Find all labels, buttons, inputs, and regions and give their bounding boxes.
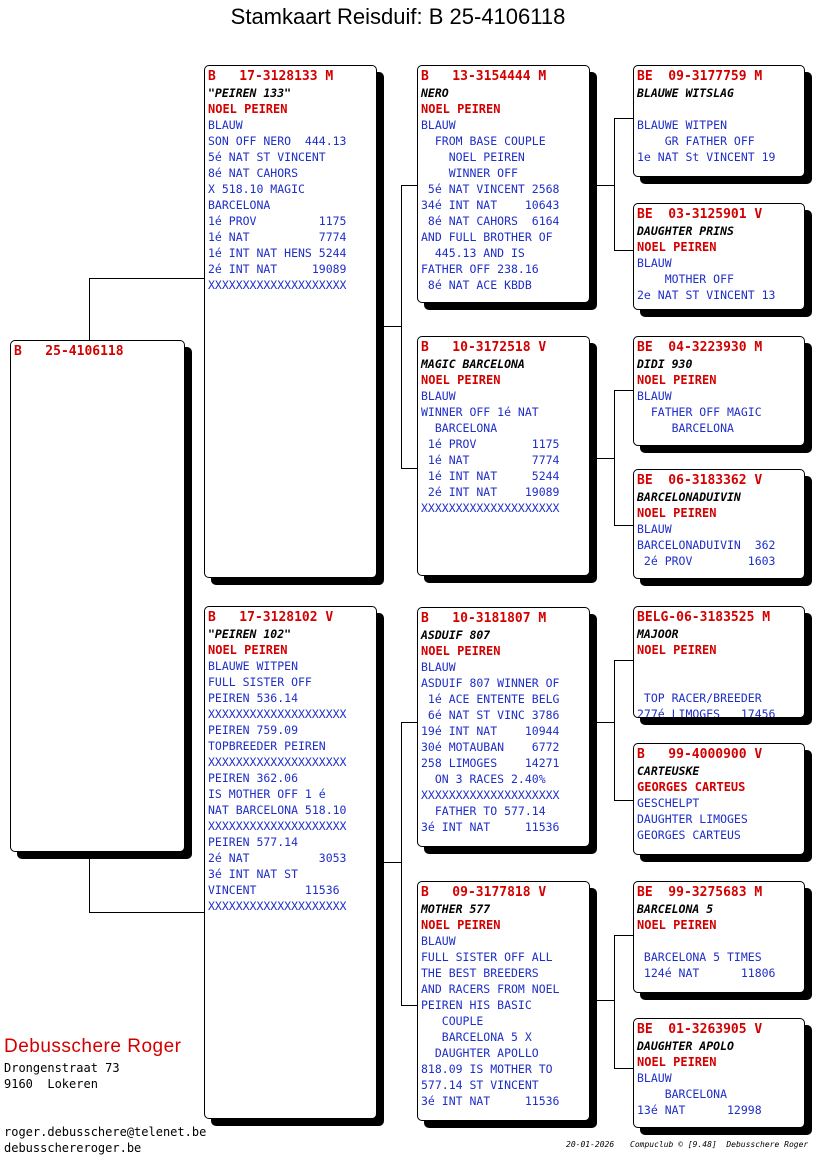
sire-dam-card[interactable] xyxy=(417,336,590,576)
sire-sire-card[interactable] xyxy=(417,65,590,303)
pigeon-name: DAUGHTER PRINS xyxy=(637,224,734,238)
connector xyxy=(614,390,615,525)
pedigree-line: 2é INT NAT 19089 xyxy=(421,485,560,499)
pigeon-name: MAGIC BARCELONA xyxy=(421,357,525,371)
pedigree-line: AND RACERS FROM NOEL xyxy=(421,982,560,996)
ring-number: BE 04-3223930 M xyxy=(637,340,763,355)
pedigree-line: ON 3 RACES 2.40% xyxy=(421,772,546,786)
breeder-name: NOEL PEIREN xyxy=(637,240,717,254)
dam-card[interactable] xyxy=(204,606,377,1119)
ring-number: B 25-4106118 xyxy=(14,344,124,359)
pedigree-line: XXXXXXXXXXXXXXXXXXXX xyxy=(208,278,347,292)
sire-sire-dam-card[interactable] xyxy=(633,203,805,310)
pedigree-line: SON OFF NERO 444.13 xyxy=(208,134,347,148)
dam-sire-dam-card[interactable] xyxy=(633,743,805,855)
pedigree-line: 2e NAT ST VINCENT 13 xyxy=(637,288,776,302)
pedigree-line: GR FATHER OFF xyxy=(637,134,755,148)
connector xyxy=(401,185,402,468)
ring-number: B 99-4000900 V xyxy=(637,747,763,762)
connector xyxy=(614,800,633,801)
pedigree-line: IS MOTHER OFF 1 é xyxy=(208,787,326,801)
ring-number: BE 03-3125901 V xyxy=(637,207,763,222)
pedigree-line: FATHER OFF 238.16 xyxy=(421,262,539,276)
pedigree-line: XXXXXXXXXXXXXXXXXXXX xyxy=(208,899,347,913)
pigeon-name: NERO xyxy=(421,86,449,100)
subject-card[interactable] xyxy=(10,340,185,852)
connector xyxy=(383,862,401,863)
pedigree-line: 8é NAT CAHORS xyxy=(208,166,299,180)
pedigree-line: BARCELONA 5 X xyxy=(421,1030,532,1044)
footer-program: Compuclub © [9.48] Debusschere Roger xyxy=(630,1140,809,1149)
pedigree-line: GEORGES CARTEUS xyxy=(637,828,741,842)
pedigree-line: WINNER OFF 1é NAT xyxy=(421,405,539,419)
sire-sire-sire-card[interactable] xyxy=(633,65,805,177)
pedigree-line: 1é PROV 1175 xyxy=(421,437,560,451)
pedigree-line: COUPLE xyxy=(421,1014,484,1028)
pedigree-line: 1é PROV 1175 xyxy=(208,214,347,228)
pedigree-line: FATHER OFF MAGIC xyxy=(637,405,762,419)
page-title: Stamkaart Reisduif: B 25-4106118 xyxy=(230,4,566,29)
pigeon-name: CARTEUSKE xyxy=(637,764,700,778)
breeder-name: NOEL PEIREN xyxy=(421,102,501,116)
breeder-name: NOEL PEIREN xyxy=(421,918,501,932)
pedigree-line: 818.09 IS MOTHER TO xyxy=(421,1062,553,1076)
breeder-name: NOEL PEIREN xyxy=(421,373,501,387)
pedigree-line: 30é MOTAUBAN 6772 xyxy=(421,740,560,754)
pedigree-line: PEIREN HIS BASIC xyxy=(421,998,532,1012)
pedigree-line: PEIREN 759.09 xyxy=(208,723,299,737)
owner-website[interactable]: debusschereroger.be xyxy=(4,1141,142,1155)
pedigree-line: 1e NAT St VINCENT 19 xyxy=(637,150,776,164)
sire-dam-sire-card[interactable] xyxy=(633,336,805,446)
pigeon-name: "PEIREN 102" xyxy=(208,627,292,641)
ring-number: B 17-3128133 M xyxy=(208,69,334,84)
pedigree-line: XXXXXXXXXXXXXXXXXXXX xyxy=(208,755,347,769)
pedigree-line: GESCHELPT xyxy=(637,796,700,810)
pedigree-line: 1é NAT 7774 xyxy=(208,230,347,244)
pedigree-line: 2é NAT 3053 xyxy=(208,851,347,865)
pedigree-line: NOEL PEIREN xyxy=(421,150,525,164)
pedigree-line: 3é INT NAT 11536 xyxy=(421,1094,560,1108)
pedigree-line: BLAUW xyxy=(421,660,456,674)
pedigree-line: PEIREN 362.06 xyxy=(208,771,299,785)
pedigree-line: XXXXXXXXXXXXXXXXXXXX xyxy=(208,819,347,833)
pigeon-name: DIDI 930 xyxy=(637,357,693,371)
dam-sire-card[interactable] xyxy=(417,607,590,847)
pigeon-name: DAUGHTER APOLO xyxy=(637,1039,734,1053)
pedigree-line: XXXXXXXXXXXXXXXXXXXX xyxy=(421,788,560,802)
pedigree-line: BLAUW xyxy=(421,934,456,948)
connector xyxy=(614,525,633,526)
pedigree-line: 8é NAT CAHORS 6164 xyxy=(421,214,560,228)
pedigree-line: BLAUW xyxy=(637,389,672,403)
ring-number: BE 06-3183362 V xyxy=(637,473,763,488)
ring-number: B 17-3128102 V xyxy=(208,610,334,625)
pedigree-line: 3é INT NAT 11536 xyxy=(421,820,560,834)
pigeon-name: BLAUWE WITSLAG xyxy=(637,86,734,100)
pedigree-line: 2é PROV 1603 xyxy=(637,554,776,568)
connector xyxy=(89,912,204,913)
ring-number: B 10-3181807 M xyxy=(421,611,547,626)
pedigree-line: 258 LIMOGES 14271 xyxy=(421,756,560,770)
pedigree-line: FULL SISTER OFF xyxy=(208,675,312,689)
connector xyxy=(89,278,204,279)
connector xyxy=(614,660,615,800)
breeder-name: GEORGES CARTEUS xyxy=(637,780,746,794)
connector xyxy=(596,1000,614,1001)
connector xyxy=(89,852,90,912)
pedigree-line: BLAUW xyxy=(637,256,672,270)
ring-number: BELG-06-3183525 M xyxy=(637,610,771,625)
pedigree-line: PEIREN 536.14 xyxy=(208,691,299,705)
connector xyxy=(614,250,633,251)
breeder-name: NOEL PEIREN xyxy=(637,506,717,520)
pedigree-line: WINNER OFF xyxy=(421,166,518,180)
breeder-name: NOEL PEIREN xyxy=(637,373,717,387)
sire-dam-dam-card[interactable] xyxy=(633,469,805,579)
owner-name: Debusschere Roger xyxy=(4,1036,182,1057)
pedigree-line: TOP RACER/BREEDER xyxy=(637,691,762,705)
pedigree-line: 1é ACE ENTENTE BELG xyxy=(421,692,560,706)
pigeon-name: "PEIREN 133" xyxy=(208,86,292,100)
ring-number: B 10-3172518 V xyxy=(421,340,547,355)
owner-city: 9160 Lokeren xyxy=(4,1077,98,1091)
connector xyxy=(596,722,614,723)
connector xyxy=(596,458,614,459)
connector xyxy=(401,468,417,469)
pedigree-line: 2é INT NAT 19089 xyxy=(208,262,347,276)
sire-card[interactable] xyxy=(204,65,377,578)
pedigree-line: VINCENT 11536 xyxy=(208,883,340,897)
pedigree-line: TOPBREEDER PEIREN xyxy=(208,739,326,753)
connector xyxy=(614,935,633,936)
breeder-name: NOEL PEIREN xyxy=(208,643,288,657)
breeder-name: NOEL PEIREN xyxy=(637,918,717,932)
pedigree-line: BLAUWE WITPEN xyxy=(208,659,299,673)
pedigree-line xyxy=(637,658,804,674)
pedigree-line: 1é INT NAT HENS 5244 xyxy=(208,246,347,260)
dam-dam-card[interactable] xyxy=(417,881,590,1121)
connector xyxy=(401,722,402,1005)
connector xyxy=(89,278,90,340)
pedigree-line: DAUGHTER APOLLO xyxy=(421,1046,539,1060)
pigeon-name: BARCELONADUIVIN xyxy=(637,490,741,504)
pedigree-line: 6é NAT ST VINC 3786 xyxy=(421,708,560,722)
pedigree-line: 445.13 AND IS xyxy=(421,246,525,260)
pedigree-line: BARCELONA xyxy=(637,1087,728,1101)
pedigree-line: BARCELONA xyxy=(637,421,734,435)
connector xyxy=(614,660,633,661)
pedigree-line: XXXXXXXXXXXXXXXXXXXX xyxy=(208,707,347,721)
pedigree-line: BARCELONADUIVIN 362 xyxy=(637,538,776,552)
pedigree-line: XXXXXXXXXXXXXXXXXXXX xyxy=(421,501,560,515)
pedigree-line: BLAUW xyxy=(637,1071,672,1085)
ring-number: B 13-3154444 M xyxy=(421,69,547,84)
pedigree-line: 13é NAT 12998 xyxy=(637,1103,762,1117)
ring-number: BE 01-3263905 V xyxy=(637,1022,763,1037)
pedigree-line: MOTHER OFF xyxy=(637,272,734,286)
pedigree-line: BARCELONA xyxy=(208,198,271,212)
breeder-name: NOEL PEIREN xyxy=(637,1055,717,1069)
connector xyxy=(383,326,401,327)
connector xyxy=(401,1005,417,1006)
ring-number: BE 99-3275683 M xyxy=(637,885,763,900)
pedigree-line: BLAUW xyxy=(208,118,243,132)
connector xyxy=(596,185,614,186)
pigeon-name: MAJOOR xyxy=(637,627,679,641)
ring-number: B 09-3177818 V xyxy=(421,885,547,900)
connector xyxy=(614,390,633,391)
ring-number: BE 09-3177759 M xyxy=(637,69,763,84)
pedigree-line: 577.14 ST VINCENT xyxy=(421,1078,539,1092)
owner-street: Drongenstraat 73 xyxy=(4,1061,120,1075)
pedigree-line: DAUGHTER LIMOGES xyxy=(637,812,748,826)
pedigree-line: BLAUW xyxy=(421,389,456,403)
pedigree-line: FATHER TO 577.14 xyxy=(421,804,546,818)
breeder-name: NOEL PEIREN xyxy=(208,102,288,116)
dam-sire-sire-card[interactable] xyxy=(633,606,805,718)
pedigree-line: PEIREN 577.14 xyxy=(208,835,299,849)
connector xyxy=(401,185,417,186)
pedigree-line: FROM BASE COUPLE xyxy=(421,134,546,148)
pedigree-line: 1é INT NAT 5244 xyxy=(421,469,560,483)
connector xyxy=(401,722,417,723)
pedigree-line: 277é LIMOGES 17456 xyxy=(637,707,776,718)
pedigree-line: BLAUWE WITPEN xyxy=(637,118,728,132)
pigeon-name: MOTHER 577 xyxy=(421,902,491,916)
connector xyxy=(614,118,615,250)
pedigree-line: 1é NAT 7774 xyxy=(421,453,560,467)
pedigree-line: ASDUIF 807 WINNER OF xyxy=(421,676,560,690)
pedigree-line: 5é NAT ST VINCENT xyxy=(208,150,326,164)
connector xyxy=(614,935,615,1068)
pedigree-line xyxy=(637,101,804,117)
pedigree-line: BLAUW xyxy=(421,118,456,132)
connector xyxy=(614,118,633,119)
dam-dam-sire-card[interactable] xyxy=(633,881,805,993)
pedigree-line: BARCELONA xyxy=(421,421,498,435)
owner-email[interactable]: roger.debusschere@telenet.be xyxy=(4,1125,207,1139)
pedigree-line: 3é INT NAT ST xyxy=(208,867,299,881)
breeder-name: NOEL PEIREN xyxy=(637,643,717,657)
pedigree-line xyxy=(637,933,804,949)
connector xyxy=(614,1068,633,1069)
pedigree-line: BLAUW xyxy=(637,522,672,536)
pedigree-line: 8é NAT ACE KBDB xyxy=(421,278,532,292)
pedigree-line: 124é NAT 11806 xyxy=(637,966,776,980)
pigeon-name: ASDUIF 807 xyxy=(421,628,491,642)
pigeon-name: BARCELONA 5 xyxy=(637,902,714,916)
pedigree-line: 5é NAT VINCENT 2568 xyxy=(421,182,560,196)
footer-date: 20-01-2026 xyxy=(566,1140,615,1149)
breeder-name: NOEL PEIREN xyxy=(421,644,501,658)
pedigree-line: THE BEST BREEDERS xyxy=(421,966,539,980)
pedigree-line: NAT BARCELONA 518.10 xyxy=(208,803,347,817)
pedigree-line: 34é INT NAT 10643 xyxy=(421,198,560,212)
pedigree-line xyxy=(637,674,804,690)
pedigree-line: AND FULL BROTHER OF xyxy=(421,230,553,244)
pedigree-line: X 518.10 MAGIC xyxy=(208,182,305,196)
pedigree-line: BARCELONA 5 TIMES xyxy=(637,950,762,964)
pedigree-line: 19é INT NAT 10944 xyxy=(421,724,560,738)
pedigree-line: FULL SISTER OFF ALL xyxy=(421,950,553,964)
dam-dam-dam-card[interactable] xyxy=(633,1018,805,1128)
